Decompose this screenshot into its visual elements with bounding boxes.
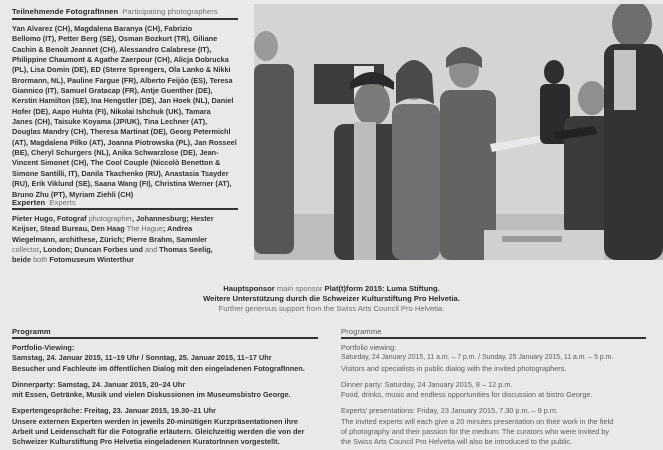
experts-list: [12, 214, 254, 266]
programme-expert-line: of photography and their passion for the medium. The curators who were invited by: [341, 427, 609, 437]
programm-dinner-label: Dinnerparty: Samstag, 24. Januar 2015, 20–24 Uhr: [12, 379, 186, 389]
experts-line: Wiegelmann, archithese, Zürich; Pierre Brahm, Sammler: [12, 234, 207, 244]
programm-dinner-desc: mit Essen, Getränke, Musik und vielen Diskussionen im Museumsbistro George.: [12, 390, 291, 400]
participants-line: Cachin & Benoît Jeannet (CH), Alessandro Calabrese (IT),: [12, 44, 212, 54]
programm-content: [12, 343, 332, 448]
programm-expert-line: Unsere externen Experten werden in jeweils 20-minütigen Kurzpräsentationen ihre: [12, 416, 298, 426]
participants-line: Simone Santilli, IT), Danila Tkachenko (RU), Anastasia Tsayder: [12, 168, 229, 178]
experts-heading: [12, 198, 76, 207]
programme-expert-label: Experts’ presentations: Friday, 23 January 2015, 7.30 p.m. – 9 p.m.: [341, 406, 558, 416]
participants-line: Giannico (IT), Samuel Gratacap (FR), Antje Guenther (DE),: [12, 86, 213, 96]
participants-rule: [12, 18, 238, 20]
experts-line: collector, London; Duncan Forbes und and Thomas Seelig,: [12, 245, 213, 255]
sponsor-line-3: Further generous support from the Swiss Arts Council Pro Helvetia.: [218, 304, 445, 313]
participants-list: [12, 24, 254, 200]
experts-heading-de: Experten: [12, 198, 46, 207]
participants-line: (BE), Cheryl Schurgers (NL), Anika Schwarzlose (DE), Jean-: [12, 148, 219, 158]
experts-heading-en: Experts: [49, 198, 76, 207]
experts-line: Keijser, Stead Bureau, Den Haag The Hague; Andrea: [12, 224, 193, 234]
participants-line: Yan Alvarez (CH), Magdalena Baranya (CH), Fabrizio: [12, 24, 193, 33]
programme-rule: [341, 337, 646, 339]
programme-dinner-label: Dinner party: Saturday, 24 January 2015, 8 – 12 p.m.: [341, 379, 513, 389]
participants-heading-en: Participating photographers: [122, 7, 218, 16]
event-photo-icon: [254, 4, 663, 260]
participants-heading-de: Teilnehmende FotografInnen: [12, 7, 119, 16]
participants-line: (AT), Magdalena Pilko (AT), Joanna Piotrowska (PL), Jan Rosseel: [12, 137, 237, 147]
participants-line: (RU), Erik Viklund (SE), Saana Wang (FI), Christina Werner (AT),: [12, 179, 232, 189]
participants-line: Bellomo (IT), Petter Berg (SE), Osman Bozkurt (TR), Giliane: [12, 34, 218, 44]
programm-expert-line: Arbeit und Leidenschaft für die Fotografie erläutern. Gleichzeitig werden die von der: [12, 427, 305, 437]
programme-viewing-desc: Visitors and specialists in public dialog with the invited photographers.: [341, 363, 567, 373]
programm-viewing-desc: Besucher und Fachleute im öffentlichen Dialog mit den eingeladenen FotografInnen.: [12, 363, 305, 373]
participants-line: Janes (CH), Taisuke Koyama (JP/UK), Tina Lechner (AT),: [12, 117, 208, 127]
participants-line: Vincent Simonet (CH), The Cool Couple (Niccolò Benetton &: [12, 158, 221, 168]
sponsor-line-1: Hauptsponsor main sponsor Plat(t)form 2015: Luma Stiftung.: [223, 284, 440, 293]
programme-viewing-label: Portfolio viewing:: [341, 343, 397, 352]
experts-rule: [12, 208, 238, 210]
sponsor-line-2: Weitere Unterstützung durch die Schweizer Kulturstiftung Pro Helvetia.: [203, 294, 460, 303]
programme-expert-line: The invited experts will each give a 20 minutes presentation on their work in the field: [341, 416, 614, 426]
programm-viewing-label: Portfolio-Viewing:: [12, 343, 75, 352]
programme-viewing-time: Saturday, 24 January 2015, 11 a.m. – 7 p.m. / Sunday, 25 January 2015, 11 a.m. – 5 p.m.: [341, 354, 614, 362]
programm-rule: [12, 337, 318, 339]
programm-viewing-time: Samstag, 24. Januar 2015, 11–19 Uhr / Sonntag, 25. Januar 2015, 11–17 Uhr: [12, 353, 272, 363]
programme-expert-line: the Swiss Arts Council Pro Helvetia will also be introduced to the public.: [341, 437, 573, 447]
programme-dinner-desc: Food, drinks, music and endless opportunities for discussion at bistro George.: [341, 390, 593, 400]
participants-line: Brormann, NL), Pauline Fargue (FR), Alberto Feijóo (ES), Teresa: [12, 75, 233, 85]
participants-line: Philippine Chaumont & Agathe Zaerpour (CH), Alicja Dobrucka: [12, 55, 229, 65]
experts-line: Pieter Hugo, Fotograf photographer, Johannesburg; Hester: [12, 214, 214, 223]
programm-expert-label: Expertengespräche: Freitag, 23. Januar 2015, 19.30–21 Uhr: [12, 406, 217, 416]
participants-line: (PL), Lisa Domin (DE), ED (Sterre Sprengers, Ola Lanko & Nikki: [12, 65, 231, 75]
programm-expert-line: Schweizer Kulturstiftung Pro Helvetia eingeladenen KuratorInnen vorgestellt.: [12, 437, 280, 447]
participants-line: Douglas Mandry (CH), Theresa Martinat (DE), Georg Petermichl: [12, 127, 231, 137]
participants-heading: [12, 7, 218, 16]
event-photo: [254, 4, 663, 260]
participants-line: Kerstin Hamilton (SE), Ina Hengstler (DE), Jan Hoek (NL), Daniel: [12, 96, 234, 106]
participants-line: Hofer (DE), Aapo Huhta (FI), Nikolai Ishchuk (UK), Tamara: [12, 106, 211, 116]
programme-content: [341, 343, 661, 448]
experts-line: beide both Fotomuseum Winterthur: [12, 255, 134, 265]
programme-heading: Programme: [341, 327, 382, 336]
programm-heading: Programm: [12, 327, 51, 336]
participants-line: Bruno Zhu (PT), Myriam Ziehli (CH): [12, 189, 134, 199]
